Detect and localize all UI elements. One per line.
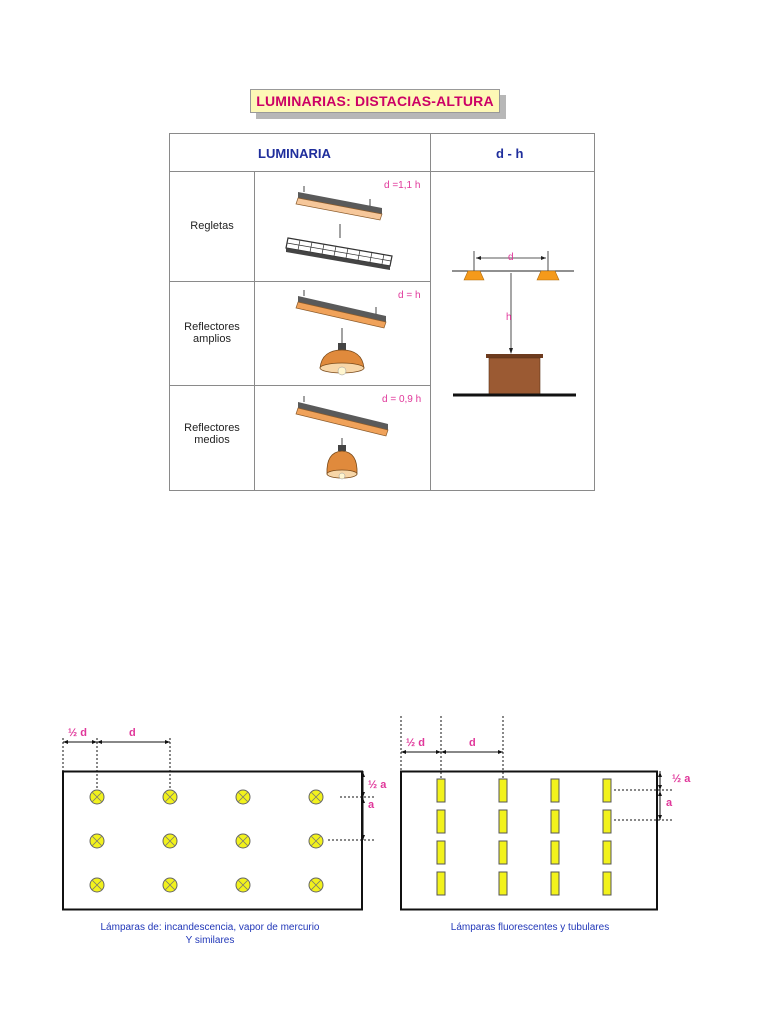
tube-icon: [551, 872, 559, 895]
tube-icon: [551, 779, 559, 802]
tube-icon: [499, 841, 507, 864]
dh-label-d: d: [508, 252, 514, 263]
tube-icon: [499, 779, 507, 802]
left-label-half-d: ½ d: [68, 727, 87, 739]
row-label-reflectores-amplios: Reflectores amplios: [184, 321, 240, 345]
tube-icon: [499, 872, 507, 895]
tube-icon: [603, 810, 611, 833]
tube-icon: [603, 872, 611, 895]
formula-reflectores-amplios: d = h: [398, 290, 421, 301]
tube-icon: [499, 810, 507, 833]
tube-icon: [437, 810, 445, 833]
header-luminaria: LUMINARIA: [258, 146, 331, 161]
formula-reflectores-medios: d = 0,9 h: [382, 394, 422, 405]
incandescent-lamp-grid: [90, 790, 323, 892]
left-room-layout: [63, 738, 374, 910]
row-label-regletas: Regletas: [190, 220, 234, 232]
left-label-half-a: ½ a: [368, 779, 387, 791]
tube-icon: [437, 841, 445, 864]
right-caption: Lámparas fluorescentes y tubulares: [450, 922, 610, 933]
left-caption-line1: Lámparas de: incandescencia, vapor de mercurio: [100, 922, 320, 933]
row-label-reflectores-medios: Reflectores medios: [184, 422, 240, 446]
right-label-half-d: ½ d: [406, 737, 425, 749]
right-label-a: a: [666, 797, 673, 809]
left-label-a: a: [368, 799, 375, 811]
tube-icon: [603, 779, 611, 802]
right-label-d: d: [469, 737, 476, 749]
tube-icon: [437, 779, 445, 802]
right-label-half-a: ½ a: [672, 773, 691, 785]
formula-regletas: d =1,1 h: [384, 180, 421, 191]
tube-icon: [603, 841, 611, 864]
left-label-d: d: [129, 727, 136, 739]
header-dh: d - h: [496, 146, 524, 161]
left-caption-line2: Y similares: [185, 935, 235, 946]
page-title: LUMINARIAS: DISTACIAS-ALTURA: [250, 89, 500, 113]
tube-icon: [551, 810, 559, 833]
left-caption: [60, 921, 360, 947]
tube-icon: [551, 841, 559, 864]
lamp-cross-marks: [92, 792, 321, 890]
fluorescent-tube-grid: [437, 779, 611, 895]
dh-label-h: h: [506, 312, 512, 323]
tube-icon: [437, 872, 445, 895]
